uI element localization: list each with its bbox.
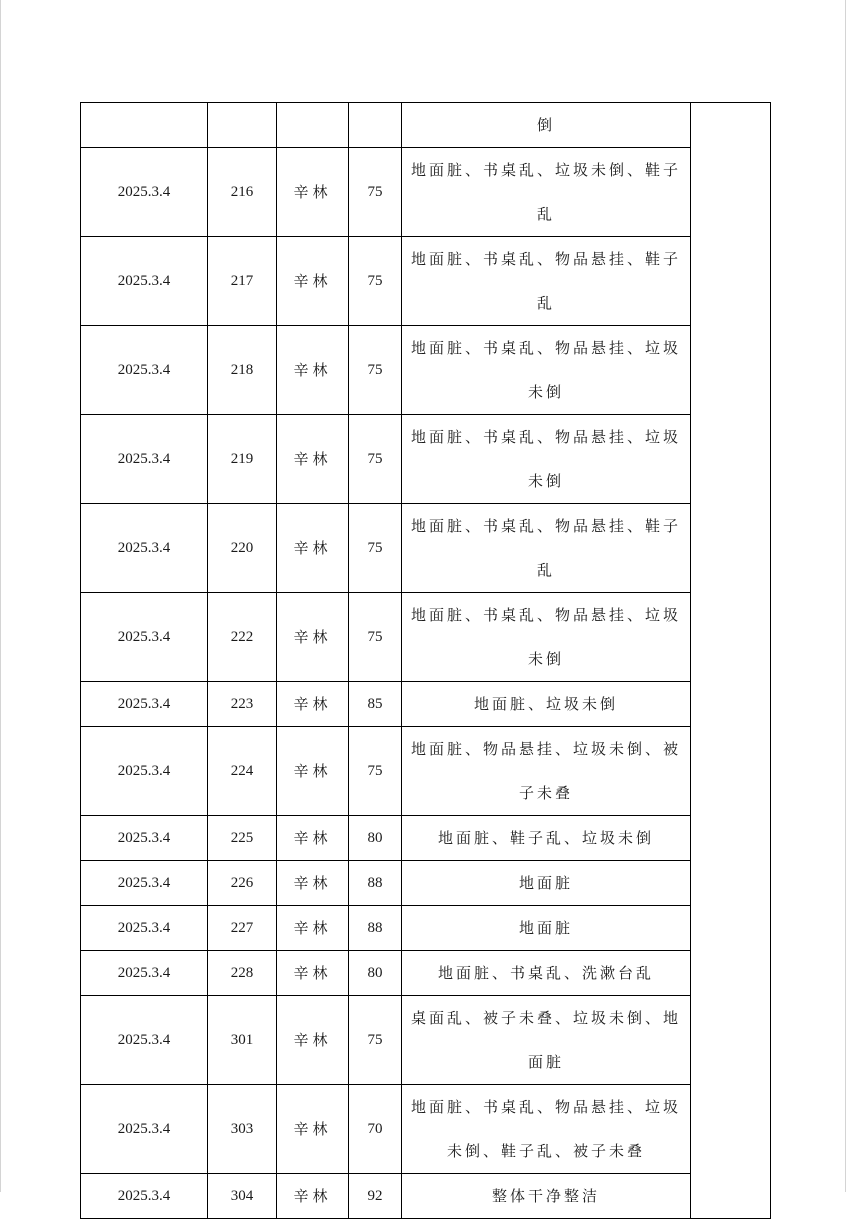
table-row — [81, 237, 771, 326]
cell-score: 92 — [349, 1174, 402, 1219]
table-row — [81, 415, 771, 504]
table-row — [81, 326, 771, 415]
cell-issues: 地面脏、书桌乱、物品悬挂、垃圾未倒 — [402, 326, 691, 415]
cell-issues: 倒 — [402, 103, 691, 148]
cell-room: 227 — [208, 906, 277, 951]
cell-room: 225 — [208, 816, 277, 861]
cell-issues: 地面脏、书桌乱、物品悬挂、垃圾未倒、鞋子乱、被子未叠 — [402, 1085, 691, 1174]
table-row — [81, 906, 771, 951]
cell-inspector: 辛林 — [277, 1085, 349, 1174]
cell-inspector: 辛林 — [277, 906, 349, 951]
cell-issues: 整体干净整洁 — [402, 1174, 691, 1219]
cell-date: 2025.3.4 — [81, 593, 208, 682]
cell-date: 2025.3.4 — [81, 326, 208, 415]
cell-inspector: 辛林 — [277, 326, 349, 415]
cell-inspector — [277, 103, 349, 148]
cell-room — [208, 103, 277, 148]
cell-issues: 地面脏、书桌乱、物品悬挂、鞋子乱 — [402, 237, 691, 326]
cell-issues: 地面脏、书桌乱、垃圾未倒、鞋子乱 — [402, 148, 691, 237]
cell-room: 303 — [208, 1085, 277, 1174]
table-row — [81, 727, 771, 816]
cell-inspector: 辛林 — [277, 504, 349, 593]
cell-inspector: 辛林 — [277, 816, 349, 861]
cell-room: 220 — [208, 504, 277, 593]
table-row — [81, 996, 771, 1085]
cell-score: 70 — [349, 1085, 402, 1174]
cell-date: 2025.3.4 — [81, 148, 208, 237]
cell-date: 2025.3.4 — [81, 504, 208, 593]
cell-inspector: 辛林 — [277, 1174, 349, 1219]
cell-inspector: 辛林 — [277, 682, 349, 727]
cell-issues: 地面脏、书桌乱、物品悬挂、垃圾未倒 — [402, 593, 691, 682]
cell-inspector: 辛林 — [277, 951, 349, 996]
cell-date: 2025.3.4 — [81, 861, 208, 906]
cell-date: 2025.3.4 — [81, 682, 208, 727]
table-row-carry-over — [81, 103, 771, 148]
cell-date: 2025.3.4 — [81, 816, 208, 861]
cell-issues: 地面脏、书桌乱、洗漱台乱 — [402, 951, 691, 996]
table-row — [81, 1085, 771, 1174]
cell-date: 2025.3.4 — [81, 906, 208, 951]
cell-issues: 地面脏 — [402, 861, 691, 906]
cell-inspector: 辛林 — [277, 727, 349, 816]
cell-score: 75 — [349, 996, 402, 1085]
cell-inspector: 辛林 — [277, 415, 349, 504]
cell-issues: 地面脏、书桌乱、物品悬挂、鞋子乱 — [402, 504, 691, 593]
cell-score: 75 — [349, 237, 402, 326]
cell-date: 2025.3.4 — [81, 996, 208, 1085]
cell-room: 217 — [208, 237, 277, 326]
cell-score: 85 — [349, 682, 402, 727]
cell-issues: 地面脏、物品悬挂、垃圾未倒、被子未叠 — [402, 727, 691, 816]
cell-room: 224 — [208, 727, 277, 816]
table-row — [81, 682, 771, 727]
cell-score — [349, 103, 402, 148]
cell-date: 2025.3.4 — [81, 727, 208, 816]
table-row — [81, 816, 771, 861]
cell-room: 222 — [208, 593, 277, 682]
table-body — [81, 103, 771, 1219]
table-row — [81, 504, 771, 593]
cell-date: 2025.3.4 — [81, 1085, 208, 1174]
table-row — [81, 148, 771, 237]
dorm-inspection-table — [80, 102, 771, 1219]
cell-room: 218 — [208, 326, 277, 415]
cell-date: 2025.3.4 — [81, 1174, 208, 1219]
cell-date — [81, 103, 208, 148]
cell-score: 75 — [349, 415, 402, 504]
cell-date: 2025.3.4 — [81, 415, 208, 504]
cell-score: 80 — [349, 816, 402, 861]
table-row — [81, 1174, 771, 1219]
cell-inspector: 辛林 — [277, 996, 349, 1085]
cell-issues: 地面脏 — [402, 906, 691, 951]
cell-score: 75 — [349, 504, 402, 593]
cell-room: 223 — [208, 682, 277, 727]
cell-room: 219 — [208, 415, 277, 504]
table-row — [81, 861, 771, 906]
cell-score: 75 — [349, 148, 402, 237]
table-row — [81, 593, 771, 682]
cell-date: 2025.3.4 — [81, 237, 208, 326]
cell-inspector: 辛林 — [277, 148, 349, 237]
table-row — [81, 951, 771, 996]
cell-remarks — [691, 103, 771, 1219]
cell-issues: 地面脏、垃圾未倒 — [402, 682, 691, 727]
cell-room: 301 — [208, 996, 277, 1085]
cell-score: 88 — [349, 861, 402, 906]
cell-inspector: 辛林 — [277, 237, 349, 326]
cell-room: 304 — [208, 1174, 277, 1219]
cell-score: 88 — [349, 906, 402, 951]
cell-inspector: 辛林 — [277, 861, 349, 906]
cell-score: 80 — [349, 951, 402, 996]
cell-score: 75 — [349, 727, 402, 816]
cell-room: 216 — [208, 148, 277, 237]
cell-inspector: 辛林 — [277, 593, 349, 682]
cell-room: 226 — [208, 861, 277, 906]
cell-room: 228 — [208, 951, 277, 996]
cell-issues: 地面脏、鞋子乱、垃圾未倒 — [402, 816, 691, 861]
cell-issues: 地面脏、书桌乱、物品悬挂、垃圾未倒 — [402, 415, 691, 504]
cell-date: 2025.3.4 — [81, 951, 208, 996]
cell-score: 75 — [349, 326, 402, 415]
cell-issues: 桌面乱、被子未叠、垃圾未倒、地面脏 — [402, 996, 691, 1085]
cell-score: 75 — [349, 593, 402, 682]
